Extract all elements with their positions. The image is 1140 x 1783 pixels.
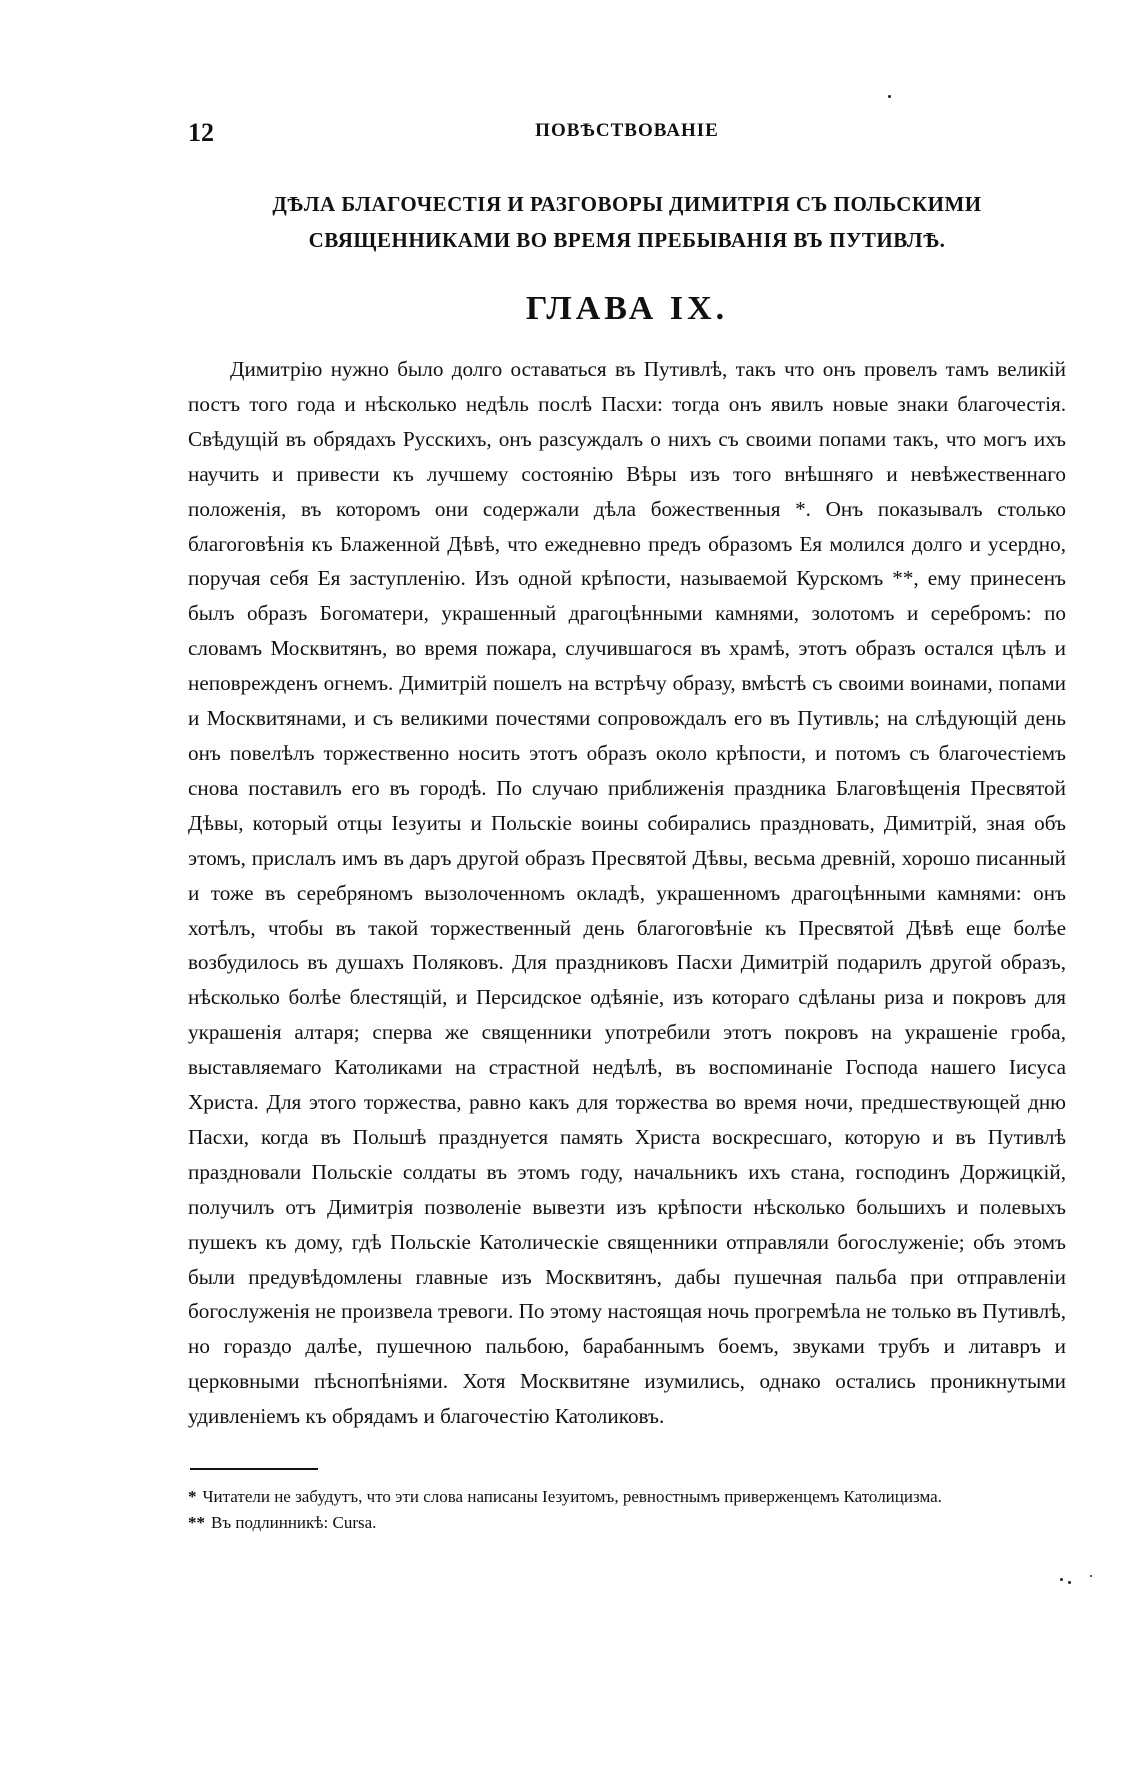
scan-speck	[1060, 1578, 1063, 1581]
page-number: 12	[188, 118, 214, 147]
footnotes	[188, 1484, 1066, 1536]
body-paragraph: Димитрію нужно было долго оставаться въ Путивлѣ, такъ что онъ провелъ тамъ великій постъ того года и нѣсколько недѣль послѣ Пасхи: тогда онъ явилъ новые знаки благочестія. Свѣдущій въ обрядахъ Русскихъ, онъ разсуждалъ о нихъ съ своими попами такъ, что могъ ихъ научить и привести къ лучшему состоянію Вѣры изъ того внѣшняго и невѣжественнаго положенія, въ которомъ они содержали дѣла божественныя *. Онъ показывалъ столько благоговѣнія къ Блаженной Дѣвѣ, что ежедневно предъ образомъ Ея молился долго и усердно, поручая себя Ея заступленію. Изъ одной крѣпости, называемой Курскомъ **, ему принесенъ былъ образъ Богоматери, украшенный драгоцѣнными камнями, золотомъ и серебромъ: по словамъ Москвитянъ, во время пожара, случившагося въ храмѣ, этотъ образъ остался цѣлъ и неповрежденъ огнемъ. Димитрій пошелъ на встрѣчу образу, вмѣстѣ съ своими воинами, попами и Москвитянами, и съ великими почестями сопровождалъ его въ Путивль; на слѣдующій день онъ повелѣлъ торжественно носить этотъ образъ около крѣпости, и потомъ съ благочестіемъ снова поставилъ его въ городѣ. По случаю приближенія праздника Благовѣщенія Пресвятой Дѣвы, который отцы Іезуиты и Польскіе воины собирались праздновать, Димитрій, зная объ этомъ, прислалъ имъ въ даръ другой образъ Пресвятой Дѣвы, весьма древній, хорошо писанный и тоже въ серебряномъ вызолоченномъ окладѣ, украшенномъ драгоцѣнными камнями: онъ хотѣлъ, чтобы въ такой торжественный день благоговѣніе къ Пресвятой Дѣвѣ еще болѣе возбудилось въ душахъ Поляковъ. Для праздниковъ Пасхи Димитрій подарилъ другой образъ, нѣсколько болѣе блестящій, и Персидское одѣяніе, изъ котораго сдѣланы риза и покровъ для украшенія алтаря; сперва же священники употребили этотъ покровъ на украшеніе гроба, выставляемаго Католиками на страстной недѣлѣ, въ воспоминаніе Господа нашего Іисуса Христа. Для этого торжества, равно какъ для торжества во время ночи, предшествующей дню Пасхи, когда въ Польшѣ празднуется память Христа воскресшаго, которую и въ Путивлѣ праздновали Польскіе солдаты въ этомъ году, начальникъ ихъ стана, господинъ Доржицкій, получилъ отъ Димитрія позволеніе вывезти изъ крѣпости нѣсколько большихъ и полевыхъ пушекъ къ дому, гдѣ Польскіе Католическіе священники отправляли богослуженіе; объ этомъ были предувѣдомлены главные изъ Москвитянъ, дабы пушечная пальба при отправленіи богослуженія не произвела тревоги. По этому настоящая ночь прогремѣла не только въ Путивлѣ, но гораздо далѣе, пушечною пальбою, барабаннымъ боемъ, звуками трубъ и литавръ и церковными пѣснопѣніями. Хотя Москвитяне изумились, однако остались проникнутыми удивленіемъ къ обрядамъ и благочестію Католиковъ.	[188, 357, 1066, 1429]
scan-speck	[1090, 1575, 1092, 1577]
footnote-divider	[190, 1468, 318, 1470]
section-heading: ДѢЛА БЛАГОЧЕСТІЯ И РАЗГОВОРЫ ДИМИТРІЯ СЪ ПОЛЬСКИМИ СВЯЩЕННИКАМИ ВО ВРЕМЯ ПРЕБЫВАНІЯ ВЪ ПУТИВЛѢ.	[272, 192, 982, 252]
footnote-mark: **	[188, 1513, 205, 1532]
scan-speck	[1068, 1581, 1071, 1584]
footnote-mark: *	[188, 1487, 197, 1506]
chapter-title: ГЛАВА IX.	[525, 290, 729, 327]
scan-speck	[888, 95, 891, 98]
footnote	[188, 1510, 1066, 1536]
running-title: ПОВѢСТВОВАНІЕ	[535, 120, 719, 141]
footnote-text: Читатели не забудутъ, что эти слова написаны Іезуитомъ, ревностнымъ приверженцемъ Католицизма.	[202, 1487, 942, 1506]
footnote	[188, 1484, 1066, 1510]
footnote-text: Въ подлинникѣ: Cursa.	[211, 1513, 377, 1532]
running-head	[188, 118, 1066, 148]
